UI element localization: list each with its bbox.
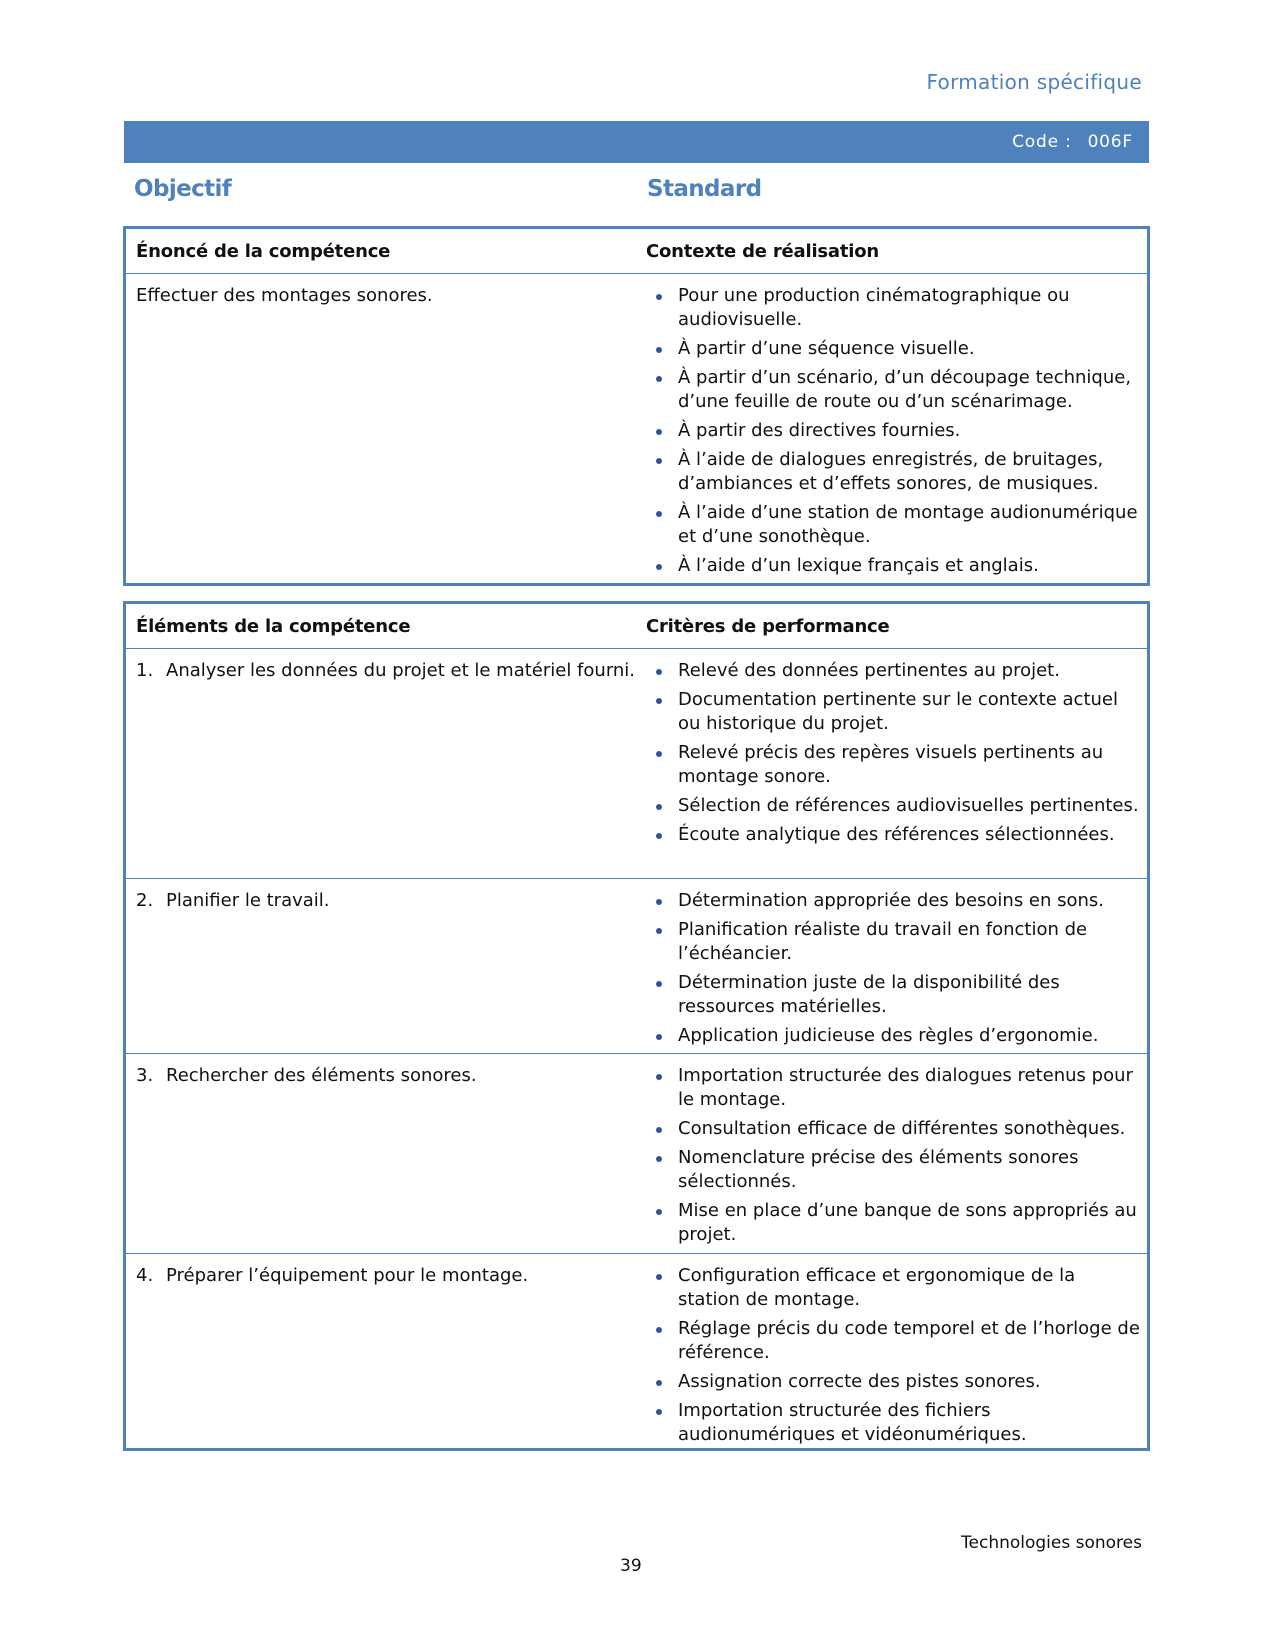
list-item: Consultation efficace de différentes sonothèques. <box>646 1117 1141 1141</box>
list-item: Relevé précis des repères visuels pertinents au montage sonore. <box>646 741 1141 789</box>
bullet-icon <box>646 448 678 496</box>
element-item: 2. Planifier le travail. <box>136 890 330 911</box>
list-item: À l’aide d’un lexique français et anglais. <box>646 554 1141 578</box>
table-row <box>126 274 1147 583</box>
list-item: Détermination appropriée des besoins en sons. <box>646 889 1141 913</box>
bullet-icon <box>646 1317 678 1365</box>
list-item: Assignation correcte des pistes sonores. <box>646 1370 1141 1394</box>
bullet-icon <box>646 794 678 818</box>
list-item: Importation structurée des dialogues retenus pour le montage. <box>646 1064 1141 1112</box>
list-item: Réglage précis du code temporel et de l’horloge de référence. <box>646 1317 1141 1365</box>
bullet-icon <box>646 1264 678 1312</box>
list-item: Planification réaliste du travail en fonction de l’échéancier. <box>646 918 1141 966</box>
bullet-icon <box>646 337 678 361</box>
header-criteres: Critères de performance <box>646 615 890 637</box>
bullet-icon <box>646 1117 678 1141</box>
competence-elements-table <box>123 601 1150 1451</box>
bullet-icon <box>646 554 678 578</box>
list-item: Configuration efficace et ergonomique de la station de montage. <box>646 1264 1141 1312</box>
list-item: Mise en place d’une banque de sons appropriés au projet. <box>646 1199 1141 1247</box>
bullet-icon <box>646 889 678 913</box>
bullet-icon <box>646 1024 678 1048</box>
element-item: 1. Analyser les données du projet et le matériel fourni. <box>136 660 636 681</box>
bullet-icon <box>646 501 678 549</box>
page-number: 39 <box>620 1556 642 1576</box>
table-row <box>126 649 1147 879</box>
list-item: Importation structurée des fichiers audionumériques et vidéonumériques. <box>646 1399 1141 1447</box>
section-title-objectif: Objectif <box>134 176 232 202</box>
section-title-standard: Standard <box>647 176 762 202</box>
table-row <box>126 1254 1147 1452</box>
list-item: Application judicieuse des règles d’ergonomie. <box>646 1024 1141 1048</box>
bullet-icon <box>646 971 678 1019</box>
list-item: Écoute analytique des références sélectionnées. <box>646 823 1141 847</box>
context-list <box>646 284 1141 578</box>
table-header-row <box>126 229 1147 274</box>
bullet-icon <box>646 688 678 736</box>
list-item: À partir d’un scénario, d’un découpage technique, d’une feuille de route ou d’un scénarimage. <box>646 366 1141 414</box>
criteria-list <box>646 889 1141 1048</box>
criteria-list <box>646 1264 1141 1447</box>
list-item: À l’aide de dialogues enregistrés, de bruitages, d’ambiances et d’effets sonores, de musiques. <box>646 448 1141 496</box>
list-item: Pour une production cinématographique ou audiovisuelle. <box>646 284 1141 332</box>
bullet-icon <box>646 659 678 683</box>
element-item: 4. Préparer l’équipement pour le montage. <box>136 1265 529 1286</box>
table-header-row <box>126 604 1147 649</box>
criteria-list <box>646 659 1141 847</box>
list-item: Documentation pertinente sur le contexte actuel ou historique du projet. <box>646 688 1141 736</box>
bullet-icon <box>646 1199 678 1247</box>
header-enonce: Énoncé de la compétence <box>136 240 391 262</box>
bullet-icon <box>646 1399 678 1447</box>
list-item: À partir des directives fournies. <box>646 419 1141 443</box>
list-item: Détermination juste de la disponibilité des ressources matérielles. <box>646 971 1141 1019</box>
page-header-title: Formation spécifique <box>926 70 1142 94</box>
list-item: Nomenclature précise des éléments sonores sélectionnés. <box>646 1146 1141 1194</box>
competence-statement: Effectuer des montages sonores. <box>136 285 433 306</box>
bullet-icon <box>646 419 678 443</box>
bullet-icon <box>646 823 678 847</box>
header-contexte: Contexte de réalisation <box>646 240 880 262</box>
bullet-icon <box>646 1146 678 1194</box>
bullet-icon <box>646 741 678 789</box>
bullet-icon <box>646 918 678 966</box>
bullet-icon <box>646 366 678 414</box>
list-item: Relevé des données pertinentes au projet. <box>646 659 1141 683</box>
competence-statement-table <box>123 226 1150 586</box>
table-row <box>126 1054 1147 1254</box>
list-item: Sélection de références audiovisuelles pertinentes. <box>646 794 1141 818</box>
bullet-icon <box>646 1064 678 1112</box>
element-item: 3. Rechercher des éléments sonores. <box>136 1065 477 1086</box>
list-item: À l’aide d’une station de montage audionumérique et d’une sonothèque. <box>646 501 1141 549</box>
section-titles <box>134 176 1149 210</box>
header-elements: Éléments de la compétence <box>136 615 411 637</box>
criteria-list <box>646 1064 1141 1247</box>
code-label: Code : <box>1012 132 1072 152</box>
table-row <box>126 879 1147 1054</box>
bullet-icon <box>646 284 678 332</box>
code-value: 006F <box>1087 132 1133 152</box>
bullet-icon <box>646 1370 678 1394</box>
list-item: À partir d’une séquence visuelle. <box>646 337 1141 361</box>
footer-program-name: Technologies sonores <box>961 1533 1142 1553</box>
code-band <box>124 121 1149 163</box>
